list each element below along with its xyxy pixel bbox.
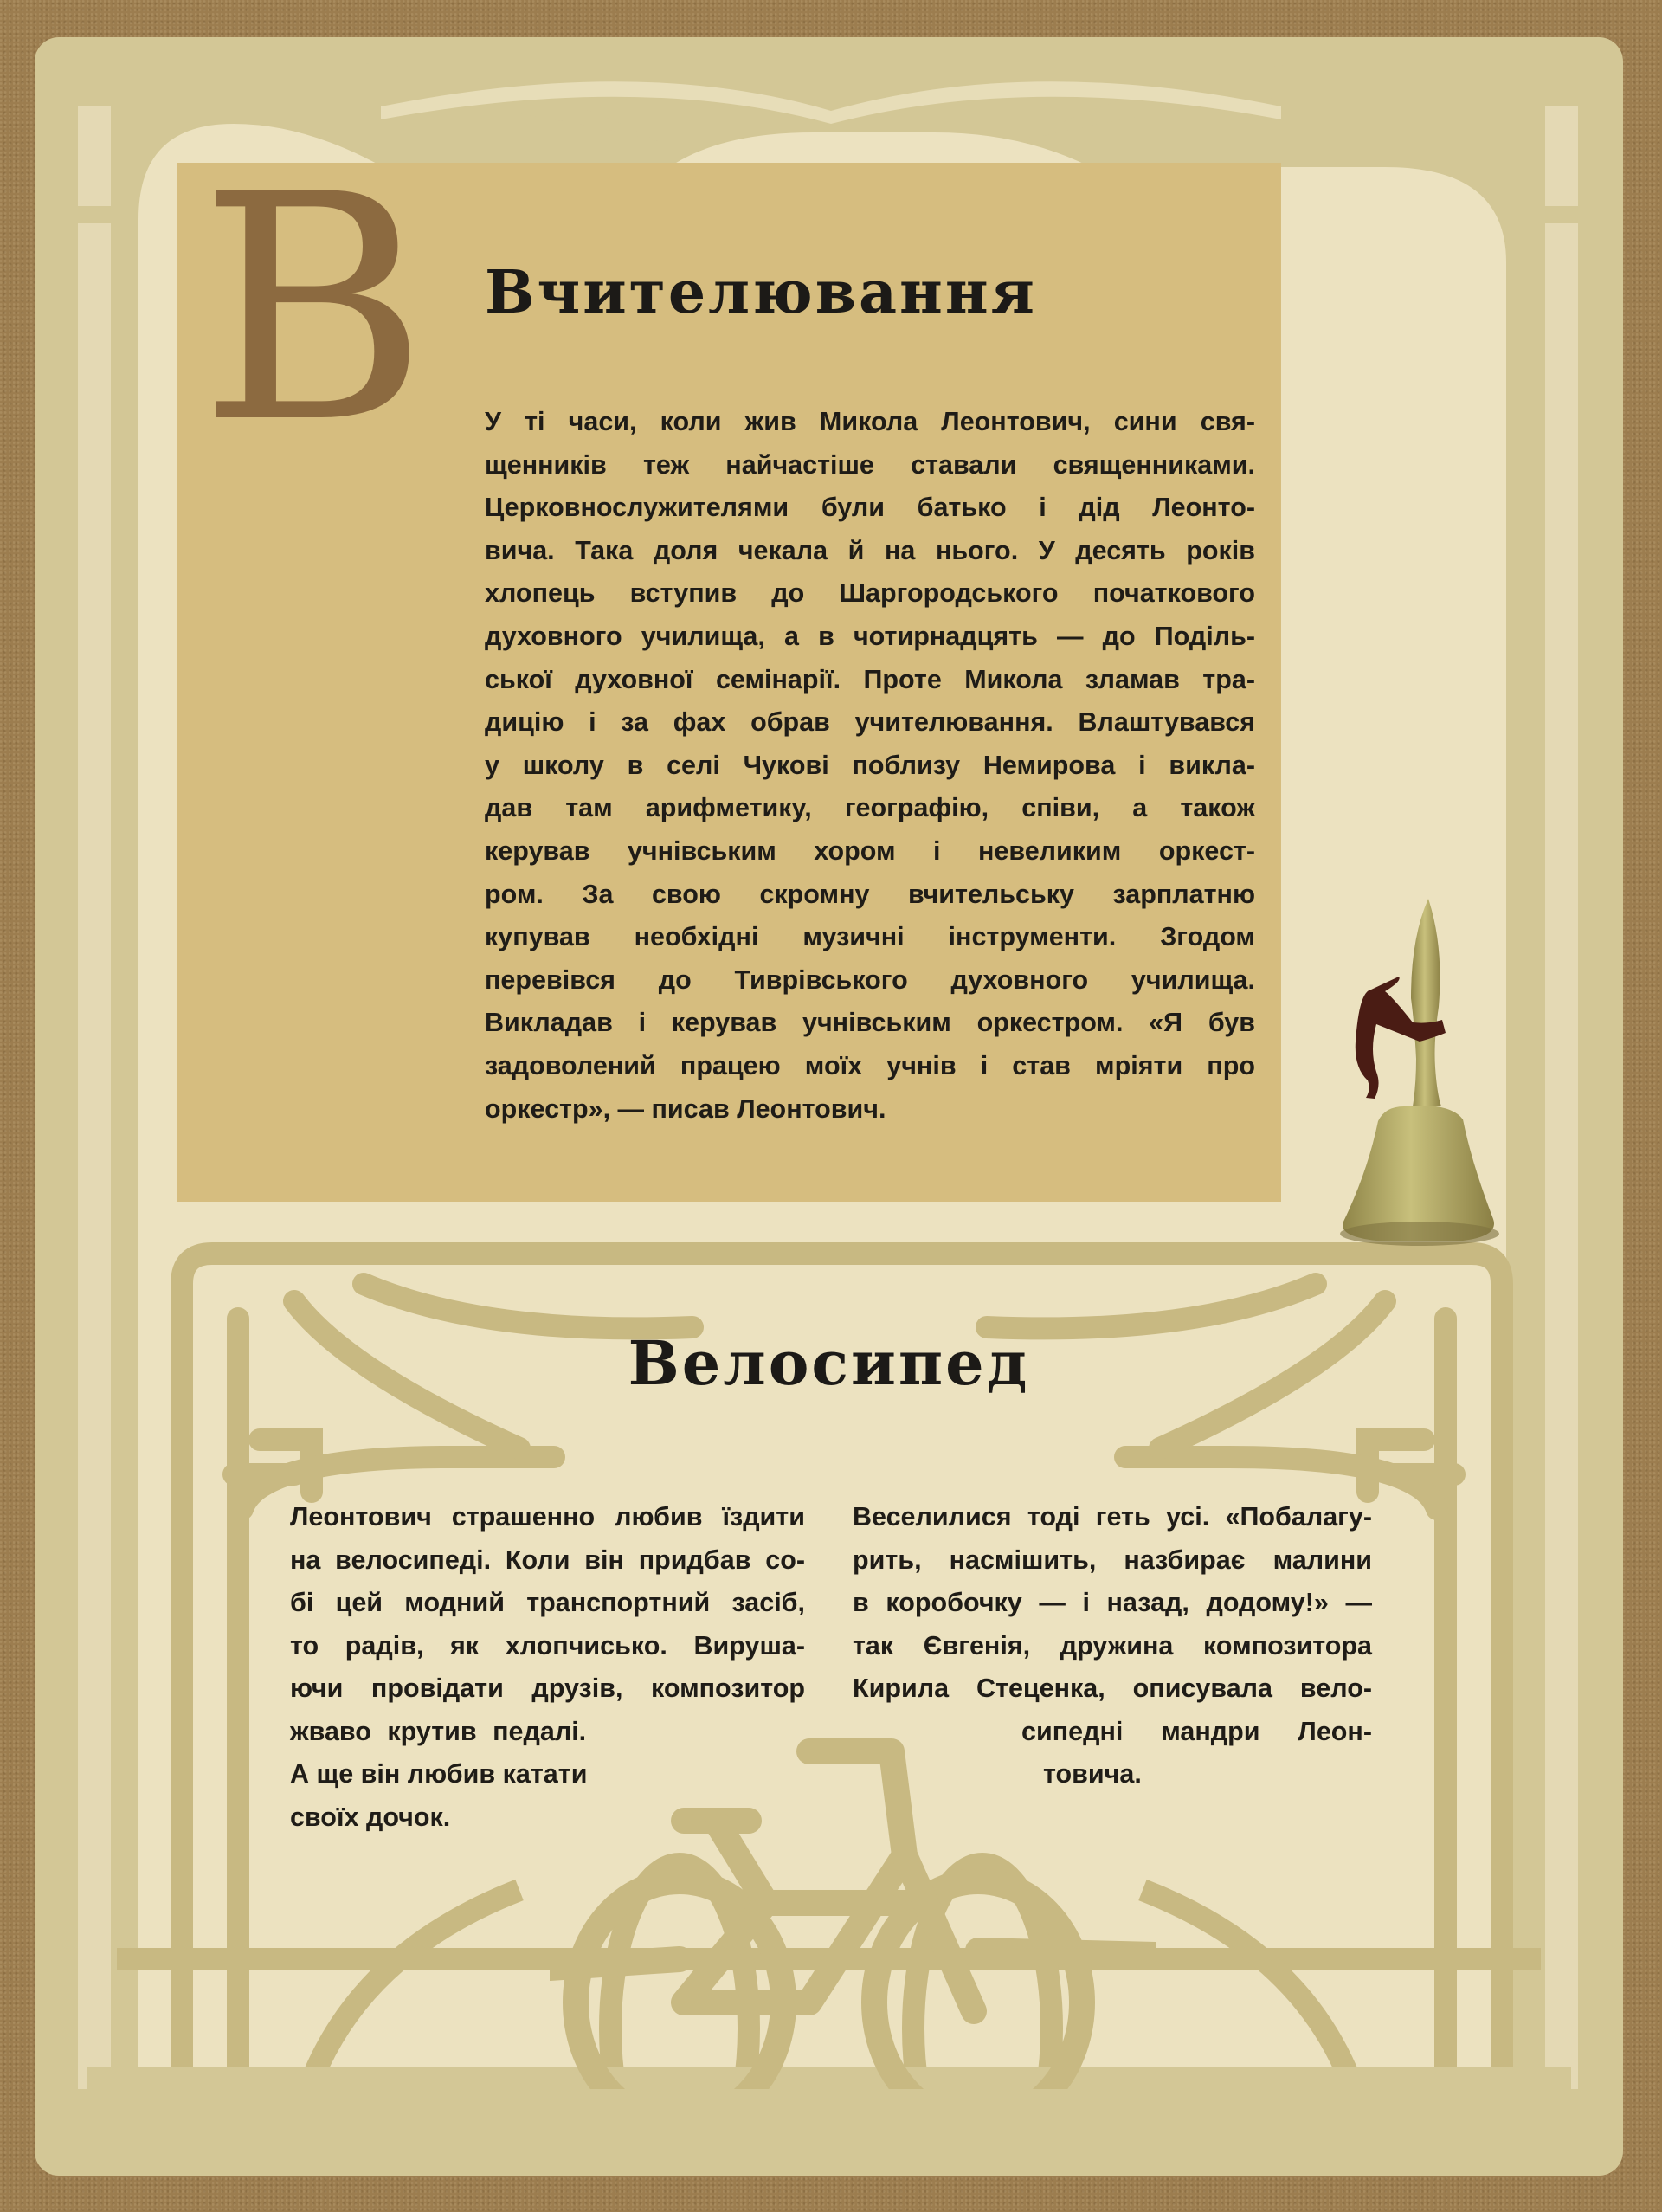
text-line: щенників теж найчастіше ставали священниками. [485, 449, 1255, 480]
text-line: так Євгенія, дружина композитора [853, 1630, 1372, 1661]
text-line: жваво крутив педалі. [290, 1716, 587, 1746]
text-line: перевівся до Тиврівського духовного училища. [485, 964, 1255, 995]
drop-cap: В [199, 128, 428, 491]
teaching-body-text [485, 401, 1255, 1131]
text-line: оркестр», — писав Леонтович. [485, 1093, 886, 1124]
text-line: дицію і за фах обрав учителювання. Влаштувався [485, 707, 1255, 738]
text-line: Церковнослужителями були батько і дід Леонто- [485, 493, 1255, 523]
section-title-bicycle: Велосипед [628, 1327, 1030, 1399]
text-line: бі цей модний транспортний засіб, [290, 1588, 805, 1617]
text-line: дав там арифметику, географію, співи, а також [485, 793, 1255, 823]
text-line: Кирила Стеценка, описувала вело- [853, 1674, 1372, 1703]
text-line: ської духовної семінарії. Проте Микола зламав тра- [485, 664, 1255, 694]
bell-icon [1333, 894, 1506, 1258]
text-line: в коробочку — і назад, додому!» — [853, 1588, 1372, 1617]
text-line: рить, насмішить, назбирає малини [853, 1545, 1372, 1575]
text-line: купував необхідні музичні інструменти. Згодом [485, 922, 1255, 952]
text-line: духовного училища, а в чотирнадцять — до Поділь- [485, 621, 1255, 651]
text-line: на велосипеді. Коли він придбав со- [290, 1545, 805, 1575]
text-line: ром. За свою скромну вчительську зарплатню [485, 879, 1255, 909]
text-line: керував учнівським хором і невеликим оркест- [485, 835, 1255, 866]
section-title-teaching: Вчителювання [485, 258, 1037, 327]
text-line: Веселилися тоді геть усі. «Побалагу- [853, 1502, 1372, 1532]
text-line: хлопець вступив до Шаргородського початкового [485, 578, 1255, 609]
text-line: У ті часи, коли жив Микола Леонтович, сини свя- [485, 407, 1255, 436]
bicycle-text-right [853, 1496, 1372, 1796]
text-line: Леонтович страшенно любив їздити [290, 1502, 805, 1532]
text-line: своїх дочок. [290, 1802, 451, 1832]
bicycle-text-left [290, 1496, 805, 1839]
text-line: у школу в селі Чукові поблизу Немирова і викла- [485, 750, 1255, 780]
text-line: товича. [1043, 1759, 1142, 1789]
text-line: А ще він любив катати [290, 1759, 588, 1789]
book-page [35, 37, 1623, 2176]
text-line: ючи провідати друзів, композитор [290, 1674, 805, 1703]
text-line: Викладав і керував учнівським оркестром. «Я був [485, 1008, 1255, 1038]
text-line: вича. Така доля чекала й на нього. У десять років [485, 535, 1255, 565]
text-line: то радів, як хлопчисько. Вируша- [290, 1630, 805, 1661]
text-line: сипедні мандри Леон- [1021, 1716, 1372, 1746]
text-line: задоволений працею моїх учнів і став мріяти про [485, 1050, 1255, 1080]
